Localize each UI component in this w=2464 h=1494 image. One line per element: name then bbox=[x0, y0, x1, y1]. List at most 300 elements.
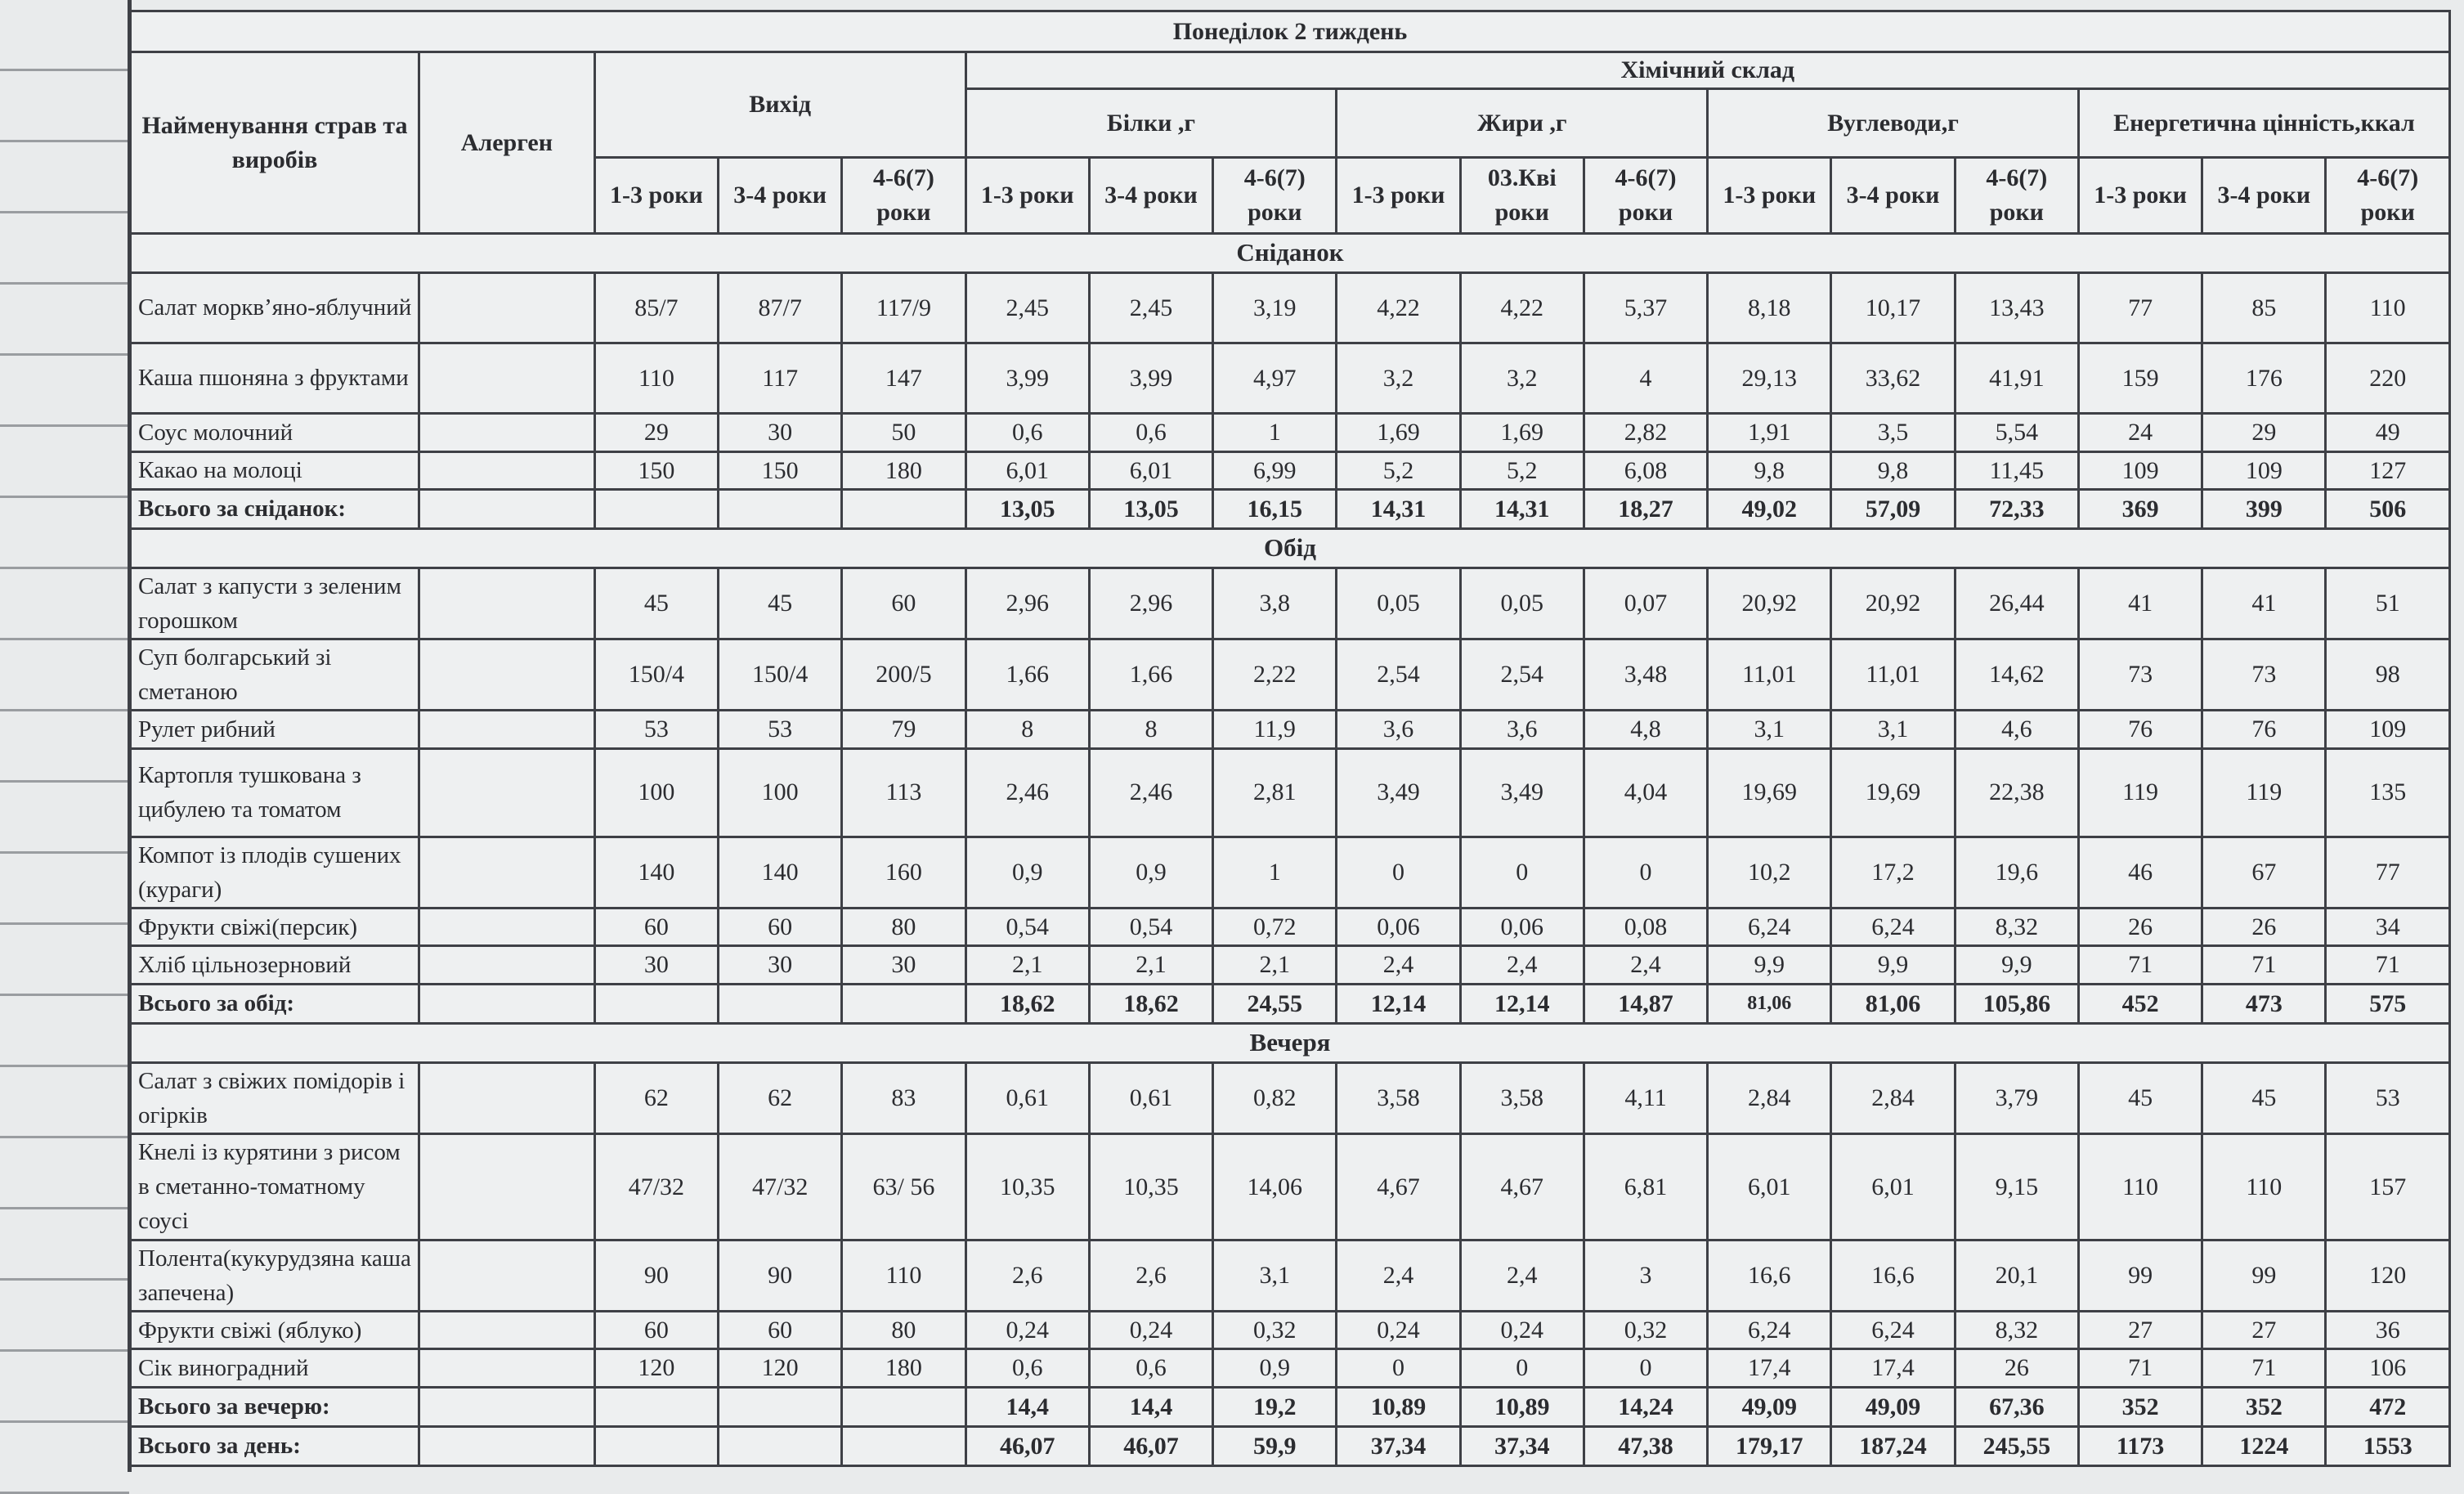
value-cell: 2,1 bbox=[1213, 946, 1337, 985]
table-row bbox=[131, 711, 2450, 749]
value-cell: 76 bbox=[2202, 711, 2326, 749]
value-cell: 3,1 bbox=[1831, 711, 1955, 749]
header-age: 4-6(7) роки bbox=[1955, 158, 2078, 234]
allergen-cell bbox=[419, 711, 594, 749]
value-cell: 2,54 bbox=[1337, 639, 1460, 711]
dish-name: Суп болгарський зі сметаною bbox=[131, 639, 419, 711]
value-cell: 9,8 bbox=[1708, 451, 1831, 490]
allergen-cell bbox=[419, 946, 594, 985]
value-cell: 110 bbox=[2202, 1133, 2326, 1240]
value-cell: 53 bbox=[719, 711, 842, 749]
value-cell bbox=[594, 490, 718, 529]
value-cell: 24,55 bbox=[1213, 984, 1337, 1023]
table-row bbox=[131, 639, 2450, 711]
header-age: 3-4 роки bbox=[1831, 158, 1955, 234]
value-cell: 30 bbox=[594, 946, 718, 985]
value-cell: 33,62 bbox=[1831, 343, 1955, 414]
value-cell: 3,19 bbox=[1213, 273, 1337, 343]
value-cell: 0,6 bbox=[1089, 414, 1212, 452]
value-cell: 0,61 bbox=[1089, 1062, 1212, 1133]
value-cell: 13,05 bbox=[1089, 490, 1212, 529]
value-cell: 0,06 bbox=[1337, 908, 1460, 946]
value-cell: 17,4 bbox=[1708, 1349, 1831, 1388]
value-cell: 106 bbox=[2326, 1349, 2450, 1388]
value-cell: 4,22 bbox=[1460, 273, 1584, 343]
value-cell: 0 bbox=[1337, 1349, 1460, 1388]
header-age: 4-6(7) роки bbox=[1584, 158, 1707, 234]
value-cell: 37,34 bbox=[1460, 1426, 1584, 1465]
value-cell: 157 bbox=[2326, 1133, 2450, 1240]
value-cell: 4,67 bbox=[1460, 1133, 1584, 1240]
total-label: Всього за сніданок: bbox=[131, 490, 419, 529]
value-cell: 2,4 bbox=[1584, 946, 1707, 985]
value-cell: 17,4 bbox=[1831, 1349, 1955, 1388]
value-cell: 45 bbox=[2078, 1062, 2202, 1133]
value-cell: 13,43 bbox=[1955, 273, 2078, 343]
value-cell: 4,11 bbox=[1584, 1062, 1707, 1133]
value-cell: 0,08 bbox=[1584, 908, 1707, 946]
value-cell: 2,4 bbox=[1337, 946, 1460, 985]
value-cell: 51 bbox=[2326, 568, 2450, 639]
value-cell: 3,48 bbox=[1584, 639, 1707, 711]
value-cell: 71 bbox=[2202, 946, 2326, 985]
value-cell: 2,6 bbox=[965, 1240, 1089, 1311]
value-cell: 79 bbox=[842, 711, 965, 749]
dish-name: Салат морквʼяно-яблучний bbox=[131, 273, 419, 343]
header-output: Вихід bbox=[594, 52, 965, 158]
value-cell: 473 bbox=[2202, 984, 2326, 1023]
value-cell: 0,24 bbox=[1089, 1311, 1212, 1349]
value-cell: 10,89 bbox=[1337, 1387, 1460, 1426]
value-cell: 14,06 bbox=[1213, 1133, 1337, 1240]
value-cell bbox=[719, 1387, 842, 1426]
value-cell: 140 bbox=[594, 837, 718, 908]
value-cell: 1,69 bbox=[1460, 414, 1584, 452]
value-cell: 8 bbox=[965, 711, 1089, 749]
value-cell: 3,1 bbox=[1708, 711, 1831, 749]
value-cell: 20,92 bbox=[1831, 568, 1955, 639]
allergen-cell bbox=[419, 908, 594, 946]
value-cell: 575 bbox=[2326, 984, 2450, 1023]
table-row bbox=[131, 1349, 2450, 1388]
value-cell: 50 bbox=[842, 414, 965, 452]
value-cell: 14,4 bbox=[1089, 1387, 1212, 1426]
value-cell: 100 bbox=[594, 748, 718, 837]
value-cell: 0,6 bbox=[965, 1349, 1089, 1388]
value-cell bbox=[594, 1426, 718, 1465]
value-cell: 6,24 bbox=[1831, 908, 1955, 946]
total-label: Всього за обід: bbox=[131, 984, 419, 1023]
allergen-cell bbox=[419, 414, 594, 452]
value-cell: 47,38 bbox=[1584, 1426, 1707, 1465]
value-cell: 30 bbox=[719, 946, 842, 985]
value-cell: 49,02 bbox=[1708, 490, 1831, 529]
value-cell: 29 bbox=[594, 414, 718, 452]
section-row bbox=[131, 234, 2450, 273]
value-cell: 352 bbox=[2202, 1387, 2326, 1426]
value-cell: 71 bbox=[2326, 946, 2450, 985]
value-cell: 45 bbox=[2202, 1062, 2326, 1133]
value-cell: 67 bbox=[2202, 837, 2326, 908]
header-chem: Хімічний склад bbox=[965, 52, 2449, 89]
section-title: Вечеря bbox=[131, 1023, 2450, 1062]
value-cell bbox=[719, 984, 842, 1023]
value-cell: 49,09 bbox=[1708, 1387, 1831, 1426]
value-cell: 45 bbox=[594, 568, 718, 639]
value-cell: 49,09 bbox=[1831, 1387, 1955, 1426]
value-cell: 3,99 bbox=[965, 343, 1089, 414]
allergen-cell bbox=[419, 1240, 594, 1311]
value-cell: 150 bbox=[719, 451, 842, 490]
value-cell: 14,4 bbox=[965, 1387, 1089, 1426]
value-cell: 12,14 bbox=[1460, 984, 1584, 1023]
value-cell: 3,2 bbox=[1337, 343, 1460, 414]
value-cell: 14,62 bbox=[1955, 639, 2078, 711]
value-cell: 53 bbox=[2326, 1062, 2450, 1133]
value-cell: 85 bbox=[2202, 273, 2326, 343]
value-cell bbox=[719, 490, 842, 529]
allergen-cell bbox=[419, 451, 594, 490]
value-cell: 2,45 bbox=[965, 273, 1089, 343]
value-cell: 90 bbox=[594, 1240, 718, 1311]
value-cell: 4,67 bbox=[1337, 1133, 1460, 1240]
value-cell: 147 bbox=[842, 343, 965, 414]
table-row bbox=[131, 1240, 2450, 1311]
value-cell: 0 bbox=[1460, 1349, 1584, 1388]
value-cell: 4,04 bbox=[1584, 748, 1707, 837]
value-cell: 1,69 bbox=[1337, 414, 1460, 452]
value-cell: 352 bbox=[2078, 1387, 2202, 1426]
menu-table bbox=[129, 10, 2451, 1467]
value-cell: 6,01 bbox=[1831, 1133, 1955, 1240]
dish-name: Салат з свіжих помідорів і огірків bbox=[131, 1062, 419, 1133]
header-row-1 bbox=[131, 52, 2450, 89]
value-cell: 1224 bbox=[2202, 1426, 2326, 1465]
allergen-cell bbox=[419, 1062, 594, 1133]
value-cell: 10,35 bbox=[1089, 1133, 1212, 1240]
value-cell: 27 bbox=[2078, 1311, 2202, 1349]
value-cell: 2,4 bbox=[1460, 1240, 1584, 1311]
dish-name: Полента(кукурудзяна каша запечена) bbox=[131, 1240, 419, 1311]
allergen-cell bbox=[419, 1133, 594, 1240]
value-cell: 0,05 bbox=[1337, 568, 1460, 639]
value-cell: 0,06 bbox=[1460, 908, 1584, 946]
value-cell: 4,8 bbox=[1584, 711, 1707, 749]
dish-name: Хліб цільнозерновий bbox=[131, 946, 419, 985]
value-cell: 9,9 bbox=[1831, 946, 1955, 985]
header-proteins: Білки ,г bbox=[965, 89, 1337, 158]
value-cell: 3 bbox=[1584, 1240, 1707, 1311]
value-cell: 83 bbox=[842, 1062, 965, 1133]
value-cell: 0 bbox=[1460, 837, 1584, 908]
value-cell: 3,6 bbox=[1460, 711, 1584, 749]
value-cell: 0,6 bbox=[965, 414, 1089, 452]
value-cell: 18,27 bbox=[1584, 490, 1707, 529]
value-cell: 113 bbox=[842, 748, 965, 837]
table-row bbox=[131, 908, 2450, 946]
value-cell: 30 bbox=[842, 946, 965, 985]
value-cell: 3,2 bbox=[1460, 343, 1584, 414]
dish-name: Соус молочний bbox=[131, 414, 419, 452]
header-fats: Жири ,г bbox=[1337, 89, 1708, 158]
value-cell: 99 bbox=[2202, 1240, 2326, 1311]
value-cell: 0,72 bbox=[1213, 908, 1337, 946]
value-cell: 5,2 bbox=[1460, 451, 1584, 490]
value-cell: 36 bbox=[2326, 1311, 2450, 1349]
table-row bbox=[131, 1133, 2450, 1240]
value-cell: 3,99 bbox=[1089, 343, 1212, 414]
section-row bbox=[131, 529, 2450, 568]
value-cell: 180 bbox=[842, 1349, 965, 1388]
value-cell: 369 bbox=[2078, 490, 2202, 529]
menu-table-body bbox=[131, 11, 2450, 1466]
table-row bbox=[131, 451, 2450, 490]
header-age: 1-3 роки bbox=[1337, 158, 1460, 234]
section-title: Сніданок bbox=[131, 234, 2450, 273]
value-cell: 2,1 bbox=[1089, 946, 1212, 985]
value-cell: 3,49 bbox=[1460, 748, 1584, 837]
value-cell: 10,35 bbox=[965, 1133, 1089, 1240]
value-cell: 26,44 bbox=[1955, 568, 2078, 639]
allergen-cell bbox=[419, 490, 594, 529]
value-cell: 59,9 bbox=[1213, 1426, 1337, 1465]
section-title: Обід bbox=[131, 529, 2450, 568]
dish-name: Сік виноградний bbox=[131, 1349, 419, 1388]
value-cell: 14,24 bbox=[1584, 1387, 1707, 1426]
value-cell: 2,22 bbox=[1213, 639, 1337, 711]
table-row bbox=[131, 343, 2450, 414]
value-cell: 19,6 bbox=[1955, 837, 2078, 908]
value-cell: 0,24 bbox=[1337, 1311, 1460, 1349]
value-cell: 26 bbox=[2202, 908, 2326, 946]
header-age: 3-4 роки bbox=[719, 158, 842, 234]
header-age: 1-3 роки bbox=[2078, 158, 2202, 234]
value-cell: 2,82 bbox=[1584, 414, 1707, 452]
dish-name: Каша пшоняна з фруктами bbox=[131, 343, 419, 414]
value-cell: 8 bbox=[1089, 711, 1212, 749]
value-cell: 3,5 bbox=[1831, 414, 1955, 452]
allergen-cell bbox=[419, 639, 594, 711]
value-cell: 73 bbox=[2202, 639, 2326, 711]
value-cell: 110 bbox=[2078, 1133, 2202, 1240]
value-cell: 110 bbox=[842, 1240, 965, 1311]
value-cell: 0 bbox=[1337, 837, 1460, 908]
value-cell: 120 bbox=[719, 1349, 842, 1388]
value-cell: 200/5 bbox=[842, 639, 965, 711]
value-cell: 5,54 bbox=[1955, 414, 2078, 452]
value-cell: 159 bbox=[2078, 343, 2202, 414]
value-cell: 11,45 bbox=[1955, 451, 2078, 490]
header-energy: Енергетична цінність,ккал bbox=[2078, 89, 2449, 158]
value-cell: 16,6 bbox=[1708, 1240, 1831, 1311]
value-cell: 1 bbox=[1213, 414, 1337, 452]
value-cell: 67,36 bbox=[1955, 1387, 2078, 1426]
value-cell: 150 bbox=[594, 451, 718, 490]
value-cell: 140 bbox=[719, 837, 842, 908]
value-cell: 3,58 bbox=[1460, 1062, 1584, 1133]
day-total-label: Всього за день: bbox=[131, 1426, 419, 1465]
value-cell: 220 bbox=[2326, 343, 2450, 414]
value-cell: 60 bbox=[842, 568, 965, 639]
value-cell: 16,15 bbox=[1213, 490, 1337, 529]
value-cell: 19,69 bbox=[1708, 748, 1831, 837]
value-cell: 2,46 bbox=[1089, 748, 1212, 837]
value-cell: 30 bbox=[719, 414, 842, 452]
value-cell: 6,08 bbox=[1584, 451, 1707, 490]
table-row bbox=[131, 748, 2450, 837]
header-age: 1-3 роки bbox=[965, 158, 1089, 234]
value-cell: 26 bbox=[2078, 908, 2202, 946]
value-cell: 9,8 bbox=[1831, 451, 1955, 490]
value-cell: 119 bbox=[2202, 748, 2326, 837]
value-cell: 80 bbox=[842, 1311, 965, 1349]
value-cell: 20,92 bbox=[1708, 568, 1831, 639]
page-title: Понеділок 2 тиждень bbox=[131, 11, 2450, 52]
value-cell: 0,24 bbox=[1460, 1311, 1584, 1349]
value-cell: 41 bbox=[2078, 568, 2202, 639]
value-cell: 98 bbox=[2326, 639, 2450, 711]
value-cell: 117 bbox=[719, 343, 842, 414]
value-cell: 1,91 bbox=[1708, 414, 1831, 452]
value-cell: 117/9 bbox=[842, 273, 965, 343]
table-row bbox=[131, 273, 2450, 343]
total-label: Всього за вечерю: bbox=[131, 1387, 419, 1426]
value-cell bbox=[719, 1426, 842, 1465]
value-cell: 0,32 bbox=[1584, 1311, 1707, 1349]
value-cell: 2,4 bbox=[1460, 946, 1584, 985]
value-cell: 0,82 bbox=[1213, 1062, 1337, 1133]
value-cell: 452 bbox=[2078, 984, 2202, 1023]
value-cell: 80 bbox=[842, 908, 965, 946]
value-cell: 1553 bbox=[2326, 1426, 2450, 1465]
allergen-cell bbox=[419, 1426, 594, 1465]
value-cell: 3,79 bbox=[1955, 1062, 2078, 1133]
value-cell: 14,87 bbox=[1584, 984, 1707, 1023]
value-cell: 10,89 bbox=[1460, 1387, 1584, 1426]
value-cell: 109 bbox=[2078, 451, 2202, 490]
value-cell: 41,91 bbox=[1955, 343, 2078, 414]
value-cell: 6,01 bbox=[1708, 1133, 1831, 1240]
value-cell: 2,81 bbox=[1213, 748, 1337, 837]
value-cell: 76 bbox=[2078, 711, 2202, 749]
value-cell: 11,9 bbox=[1213, 711, 1337, 749]
value-cell: 0,24 bbox=[965, 1311, 1089, 1349]
value-cell: 100 bbox=[719, 748, 842, 837]
value-cell: 0 bbox=[1584, 837, 1707, 908]
section-total-row bbox=[131, 490, 2450, 529]
value-cell: 1,66 bbox=[965, 639, 1089, 711]
table-row bbox=[131, 414, 2450, 452]
value-cell: 3,8 bbox=[1213, 568, 1337, 639]
value-cell: 60 bbox=[719, 908, 842, 946]
value-cell: 72,33 bbox=[1955, 490, 2078, 529]
value-cell: 2,6 bbox=[1089, 1240, 1212, 1311]
value-cell: 6,01 bbox=[1089, 451, 1212, 490]
value-cell: 8,32 bbox=[1955, 908, 2078, 946]
value-cell: 47/32 bbox=[594, 1133, 718, 1240]
value-cell: 11,01 bbox=[1708, 639, 1831, 711]
value-cell: 57,09 bbox=[1831, 490, 1955, 529]
value-cell bbox=[594, 1387, 718, 1426]
value-cell: 3,6 bbox=[1337, 711, 1460, 749]
value-cell: 0,9 bbox=[1213, 1349, 1337, 1388]
value-cell: 87/7 bbox=[719, 273, 842, 343]
value-cell: 60 bbox=[594, 1311, 718, 1349]
value-cell: 53 bbox=[594, 711, 718, 749]
value-cell: 3,49 bbox=[1337, 748, 1460, 837]
value-cell: 3,1 bbox=[1213, 1240, 1337, 1311]
value-cell: 19,69 bbox=[1831, 748, 1955, 837]
value-cell: 37,34 bbox=[1337, 1426, 1460, 1465]
allergen-cell bbox=[419, 1387, 594, 1426]
value-cell bbox=[594, 984, 718, 1023]
header-age: 03.Кві роки bbox=[1460, 158, 1584, 234]
value-cell: 9,15 bbox=[1955, 1133, 2078, 1240]
value-cell: 109 bbox=[2326, 711, 2450, 749]
value-cell: 60 bbox=[594, 908, 718, 946]
value-cell: 27 bbox=[2202, 1311, 2326, 1349]
value-cell: 0,61 bbox=[965, 1062, 1089, 1133]
value-cell: 18,62 bbox=[1089, 984, 1212, 1023]
allergen-cell bbox=[419, 568, 594, 639]
dish-name: Компот із плодів сушених (кураги) bbox=[131, 837, 419, 908]
value-cell: 9,9 bbox=[1955, 946, 2078, 985]
value-cell bbox=[842, 984, 965, 1023]
value-cell: 2,96 bbox=[1089, 568, 1212, 639]
value-cell: 12,14 bbox=[1337, 984, 1460, 1023]
value-cell: 45 bbox=[719, 568, 842, 639]
value-cell: 17,2 bbox=[1831, 837, 1955, 908]
value-cell: 60 bbox=[719, 1311, 842, 1349]
value-cell: 47/32 bbox=[719, 1133, 842, 1240]
value-cell: 0,9 bbox=[1089, 837, 1212, 908]
value-cell: 1,66 bbox=[1089, 639, 1212, 711]
value-cell: 187,24 bbox=[1831, 1426, 1955, 1465]
value-cell: 3,58 bbox=[1337, 1062, 1460, 1133]
value-cell: 4,6 bbox=[1955, 711, 2078, 749]
value-cell: 81,06 bbox=[1708, 984, 1831, 1023]
value-cell: 16,6 bbox=[1831, 1240, 1955, 1311]
section-total-row bbox=[131, 984, 2450, 1023]
value-cell: 14,31 bbox=[1460, 490, 1584, 529]
allergen-cell bbox=[419, 1311, 594, 1349]
value-cell: 179,17 bbox=[1708, 1426, 1831, 1465]
value-cell: 49 bbox=[2326, 414, 2450, 452]
value-cell bbox=[842, 1387, 965, 1426]
value-cell: 99 bbox=[2078, 1240, 2202, 1311]
value-cell: 5,37 bbox=[1584, 273, 1707, 343]
header-age: 3-4 роки bbox=[2202, 158, 2326, 234]
section-row bbox=[131, 1023, 2450, 1062]
value-cell: 120 bbox=[594, 1349, 718, 1388]
value-cell: 0,54 bbox=[1089, 908, 1212, 946]
value-cell: 29 bbox=[2202, 414, 2326, 452]
allergen-cell bbox=[419, 748, 594, 837]
value-cell: 19,2 bbox=[1213, 1387, 1337, 1426]
value-cell: 81,06 bbox=[1831, 984, 1955, 1023]
value-cell: 2,96 bbox=[965, 568, 1089, 639]
value-cell: 2,4 bbox=[1337, 1240, 1460, 1311]
value-cell: 4,22 bbox=[1337, 273, 1460, 343]
allergen-cell bbox=[419, 837, 594, 908]
dish-name: Рулет рибний bbox=[131, 711, 419, 749]
value-cell: 176 bbox=[2202, 343, 2326, 414]
value-cell: 90 bbox=[719, 1240, 842, 1311]
left-margin-lines bbox=[0, 0, 129, 1494]
value-cell: 2,45 bbox=[1089, 273, 1212, 343]
dish-name: Картопля тушкована з цибулею та томатом bbox=[131, 748, 419, 837]
allergen-cell bbox=[419, 343, 594, 414]
